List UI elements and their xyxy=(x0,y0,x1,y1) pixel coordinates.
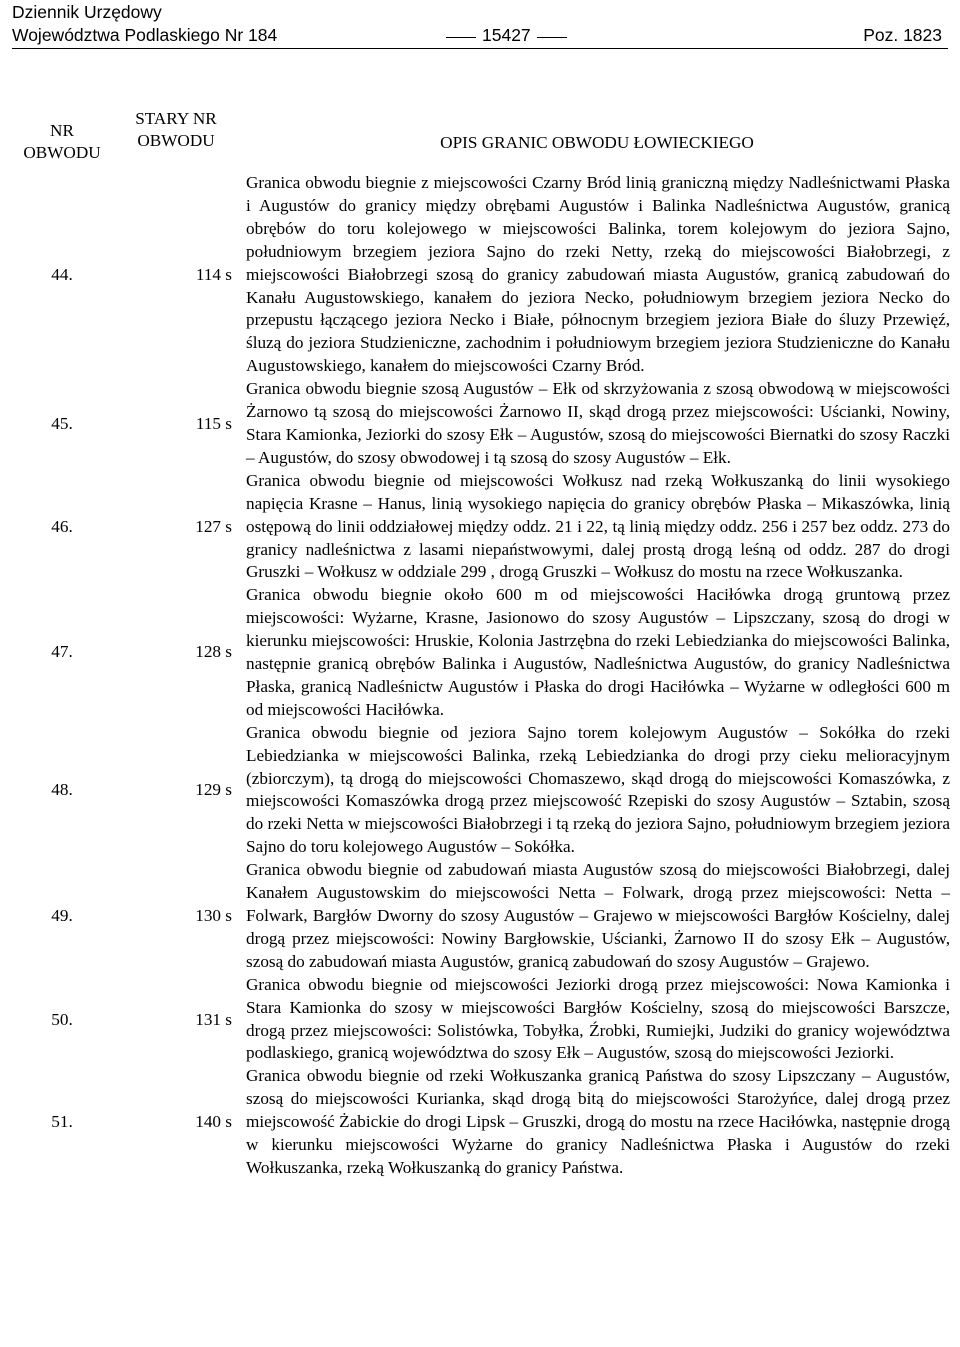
district-number: 44. xyxy=(51,265,73,284)
column-header-nr: NR OBWODU xyxy=(23,121,101,162)
district-number: 49. xyxy=(51,906,73,926)
boundary-description: Granica obwodu biegnie od zabudowań miasta Augustów szosą do miejscowości Białobrzegi, dalej Kanałem Augustowskim do miejscowości Netta – Folwark, drogą przez miejscowości: Netta – Folwark, Bargłów Dworny do szosy Augustów – Grajewo w miejscowości Bargłów Kościelny, dalej drogą przez miejscowości: Nowiny Bargłowskie, Uścianki, Żarnowo II do szosy Ełk – Augustów, szosą do zabudowań miasta Augustów, granicą zabudowań do szosy Augustów – Grajewo. xyxy=(246,860,950,971)
old-district-number-text: 130 s xyxy=(195,906,232,926)
header-rule xyxy=(12,48,948,49)
old-district-number-text: 140 s xyxy=(195,1112,232,1132)
old-district-number-text: 129 s xyxy=(195,779,232,799)
dash-left xyxy=(446,37,476,38)
journal-title: Dziennik Urzędowy xyxy=(12,2,162,22)
table-row xyxy=(10,974,950,1066)
old-district-number xyxy=(120,779,232,802)
district-number: 48. xyxy=(51,779,73,799)
page-number: 15427 xyxy=(482,25,531,45)
old-district-number-text: 115 s xyxy=(195,414,232,434)
hunting-districts-table xyxy=(10,108,950,1180)
journal-issue: Województwa Podlaskiego Nr 184 xyxy=(12,25,278,45)
page-number-block xyxy=(440,24,573,47)
boundary-description: Granica obwodu biegnie od jeziora Sajno torem kolejowym Augustów – Sokółka do rzeki Lebiedzianka w miejscowości Balinka, rzeką Lebiedzianka do drogi przy cieku melioracyjnym (zbiorczym), tą drogą do miejscowości Chomaszewo, skąd drogą do miejscowości Komaszówka, z miejscowości Komaszówka drogą przez miejscowość Rzepiski do szosy Augustów – Sztabin, szosą do rzeki Netta w miejscowości Białobrzegi i tą rzeką do jeziora Sajno, południowym brzegiem jeziora Sajno do toru kolejowego Augustów – Sokółka. xyxy=(246,722,950,857)
boundary-description: Granica obwodu biegnie z miejscowości Czarny Bród linią graniczną między Nadleśnictwami Płaska i Augustów do granicy między obrębami Augustów i Balinka Nadleśnictwa Augustów, granicą obrębów do toru kolejowego w miejscowości Balinka, torem kolejowym do jeziora Sajno, południowym brzegiem jeziora Sajno do rzeki Netty, rzeką do miejscowości Białobrzegi, z miejscowości Białobrzegi szosą do granicy zabudowań miasta Augustów, granicą zabudowań do Kanału Augustowskiego, kanałem do jeziora Necko, południowym brzegiem jeziora Necko do przepustu łączącego jeziora Necko i Białe, północnym brzegiem jeziora Białe do śluzy Przewięź, śluzą do jeziora Studzieniczne, zachodnim i południowym brzegiem jeziora Studzieniczne do Kanału Augustowskiego, kanałem do miejscowości Czarny Bród. xyxy=(246,173,950,376)
boundary-description: Granica obwodu biegnie od miejscowości Jeziorki drogą przez miejscowości: Nowa Kamionka i Stara Kamionka do szosy w miejscowości Bargłów Kościelny, szosą do miejscowości Barszcze, drogą przez miejscowości: Solistówka, Tobyłka, Źrobki, Rumiejki, Judziki do granicy województwa podlaskiego, granicą województwa do szosy Ełk – Augustów, szosą do miejscowości Jeziorki. xyxy=(246,974,950,1063)
table-row xyxy=(10,722,950,859)
table-row xyxy=(10,1065,950,1180)
boundary-description: Granica obwodu biegnie szosą Augustów – Ełk od skrzyżowania z szosą obwodową w miejscowości Żarnowo tą szosą do miejscowości Żarnowo II, skąd drogą przez miejscowości: Uścianki, Nowiny, Stara Kamionka, Jeziorki do szosy Ełk – Augustów, szosą do miejscowości Biernatki do szosy Raczki – Augustów, do szosy obwodowej i tą szosą do szosy Augustów – Ełk. xyxy=(246,379,950,467)
district-number: 46. xyxy=(51,516,73,536)
old-district-number xyxy=(120,641,232,664)
dash-right xyxy=(537,37,567,38)
old-district-number-text: 131 s xyxy=(195,1009,232,1029)
old-district-number xyxy=(120,905,232,928)
old-district-number-text: 128 s xyxy=(195,642,232,662)
table-row xyxy=(10,470,950,585)
boundary-description: Granica obwodu biegnie około 600 m od miejscowości Haciłówka drogą gruntową przez miejscowości: Wyżarne, Krasne, Jasionowo do szosy Augustów – Lipszczany, szosą do drogi w kierunku miejscowości: Hruskie, Kolonia Jastrzębna do rzeki Lebiedzianka do miejscowości Balinka, następnie granicą obrębów Balinka i Augustów, Nadleśnictwa Augustów, do granicy Nadleśnictwa Płaska, granicą Nadleśnictw Augustów i Płaska do drogi Haciłówka – Wyżarne w odległości 600 m od miejscowości Haciłówka. xyxy=(246,585,950,719)
table-row xyxy=(10,378,950,470)
column-header-old-nr: STARY NR OBWODU xyxy=(135,109,217,150)
old-district-number xyxy=(120,516,232,539)
old-district-number xyxy=(120,413,232,436)
table-row xyxy=(10,172,950,378)
district-number: 45. xyxy=(51,414,73,434)
district-number: 50. xyxy=(51,1009,73,1029)
old-district-number-text: 114 s xyxy=(195,265,232,284)
boundary-description: Granica obwodu biegnie od rzeki Wołkuszanka granicą Państwa do szosy Lipszczany – Augustów, szosą do miejscowości Kurianka, skąd drogą bitą do miejscowości Starożyńce, dalej drogą przez miejscowość Żabickie do drogi Lipsk – Gruszki, drogą do mostu na rzece Haciłówka, następnie drogą w kierunku miejscowości Wyżarne do granicy Nadleśnictwa Płaska i Augustów do rzeki Wołkuszanka, rzeką Wołkuszanką do granicy Państwa. xyxy=(246,1066,950,1177)
old-district-number xyxy=(120,264,232,287)
table-row xyxy=(10,859,950,974)
boundary-description: Granica obwodu biegnie od miejscowości Wołkusz nad rzeką Wołkuszanką do linii wysokiego napięcia Krasne – Hanus, linią wysokiego napięcia do granicy obrębów Płaska – Mikaszówka, linią ostępową do linii oddziałowej między oddz. 21 i 22, tą linią między oddz. 256 i 257 bez oddz. 273 do granicy nadleśnictwa z lasami niepaństwowymi, dalej prostą drogą leśną od oddz. 287 do drogi Gruszki – Wołkusz w oddziale 299 , drogą Gruszki – Wołkusz do mostu na rzece Wołkuszanka. xyxy=(246,470,950,582)
table-header xyxy=(10,108,950,172)
table-row xyxy=(10,584,950,721)
old-district-number-text: 127 s xyxy=(195,516,232,536)
table-body xyxy=(10,172,950,1180)
old-district-number xyxy=(120,1111,232,1134)
old-district-number xyxy=(120,1009,232,1032)
header-line-2 xyxy=(12,24,948,48)
district-number: 47. xyxy=(51,642,73,662)
page-header xyxy=(12,0,948,54)
column-header-description: OPIS GRANIC OBWODU ŁOWIECKIEGO xyxy=(440,133,754,152)
position-number: Poz. 1823 xyxy=(863,25,942,45)
district-number: 51. xyxy=(51,1112,73,1132)
